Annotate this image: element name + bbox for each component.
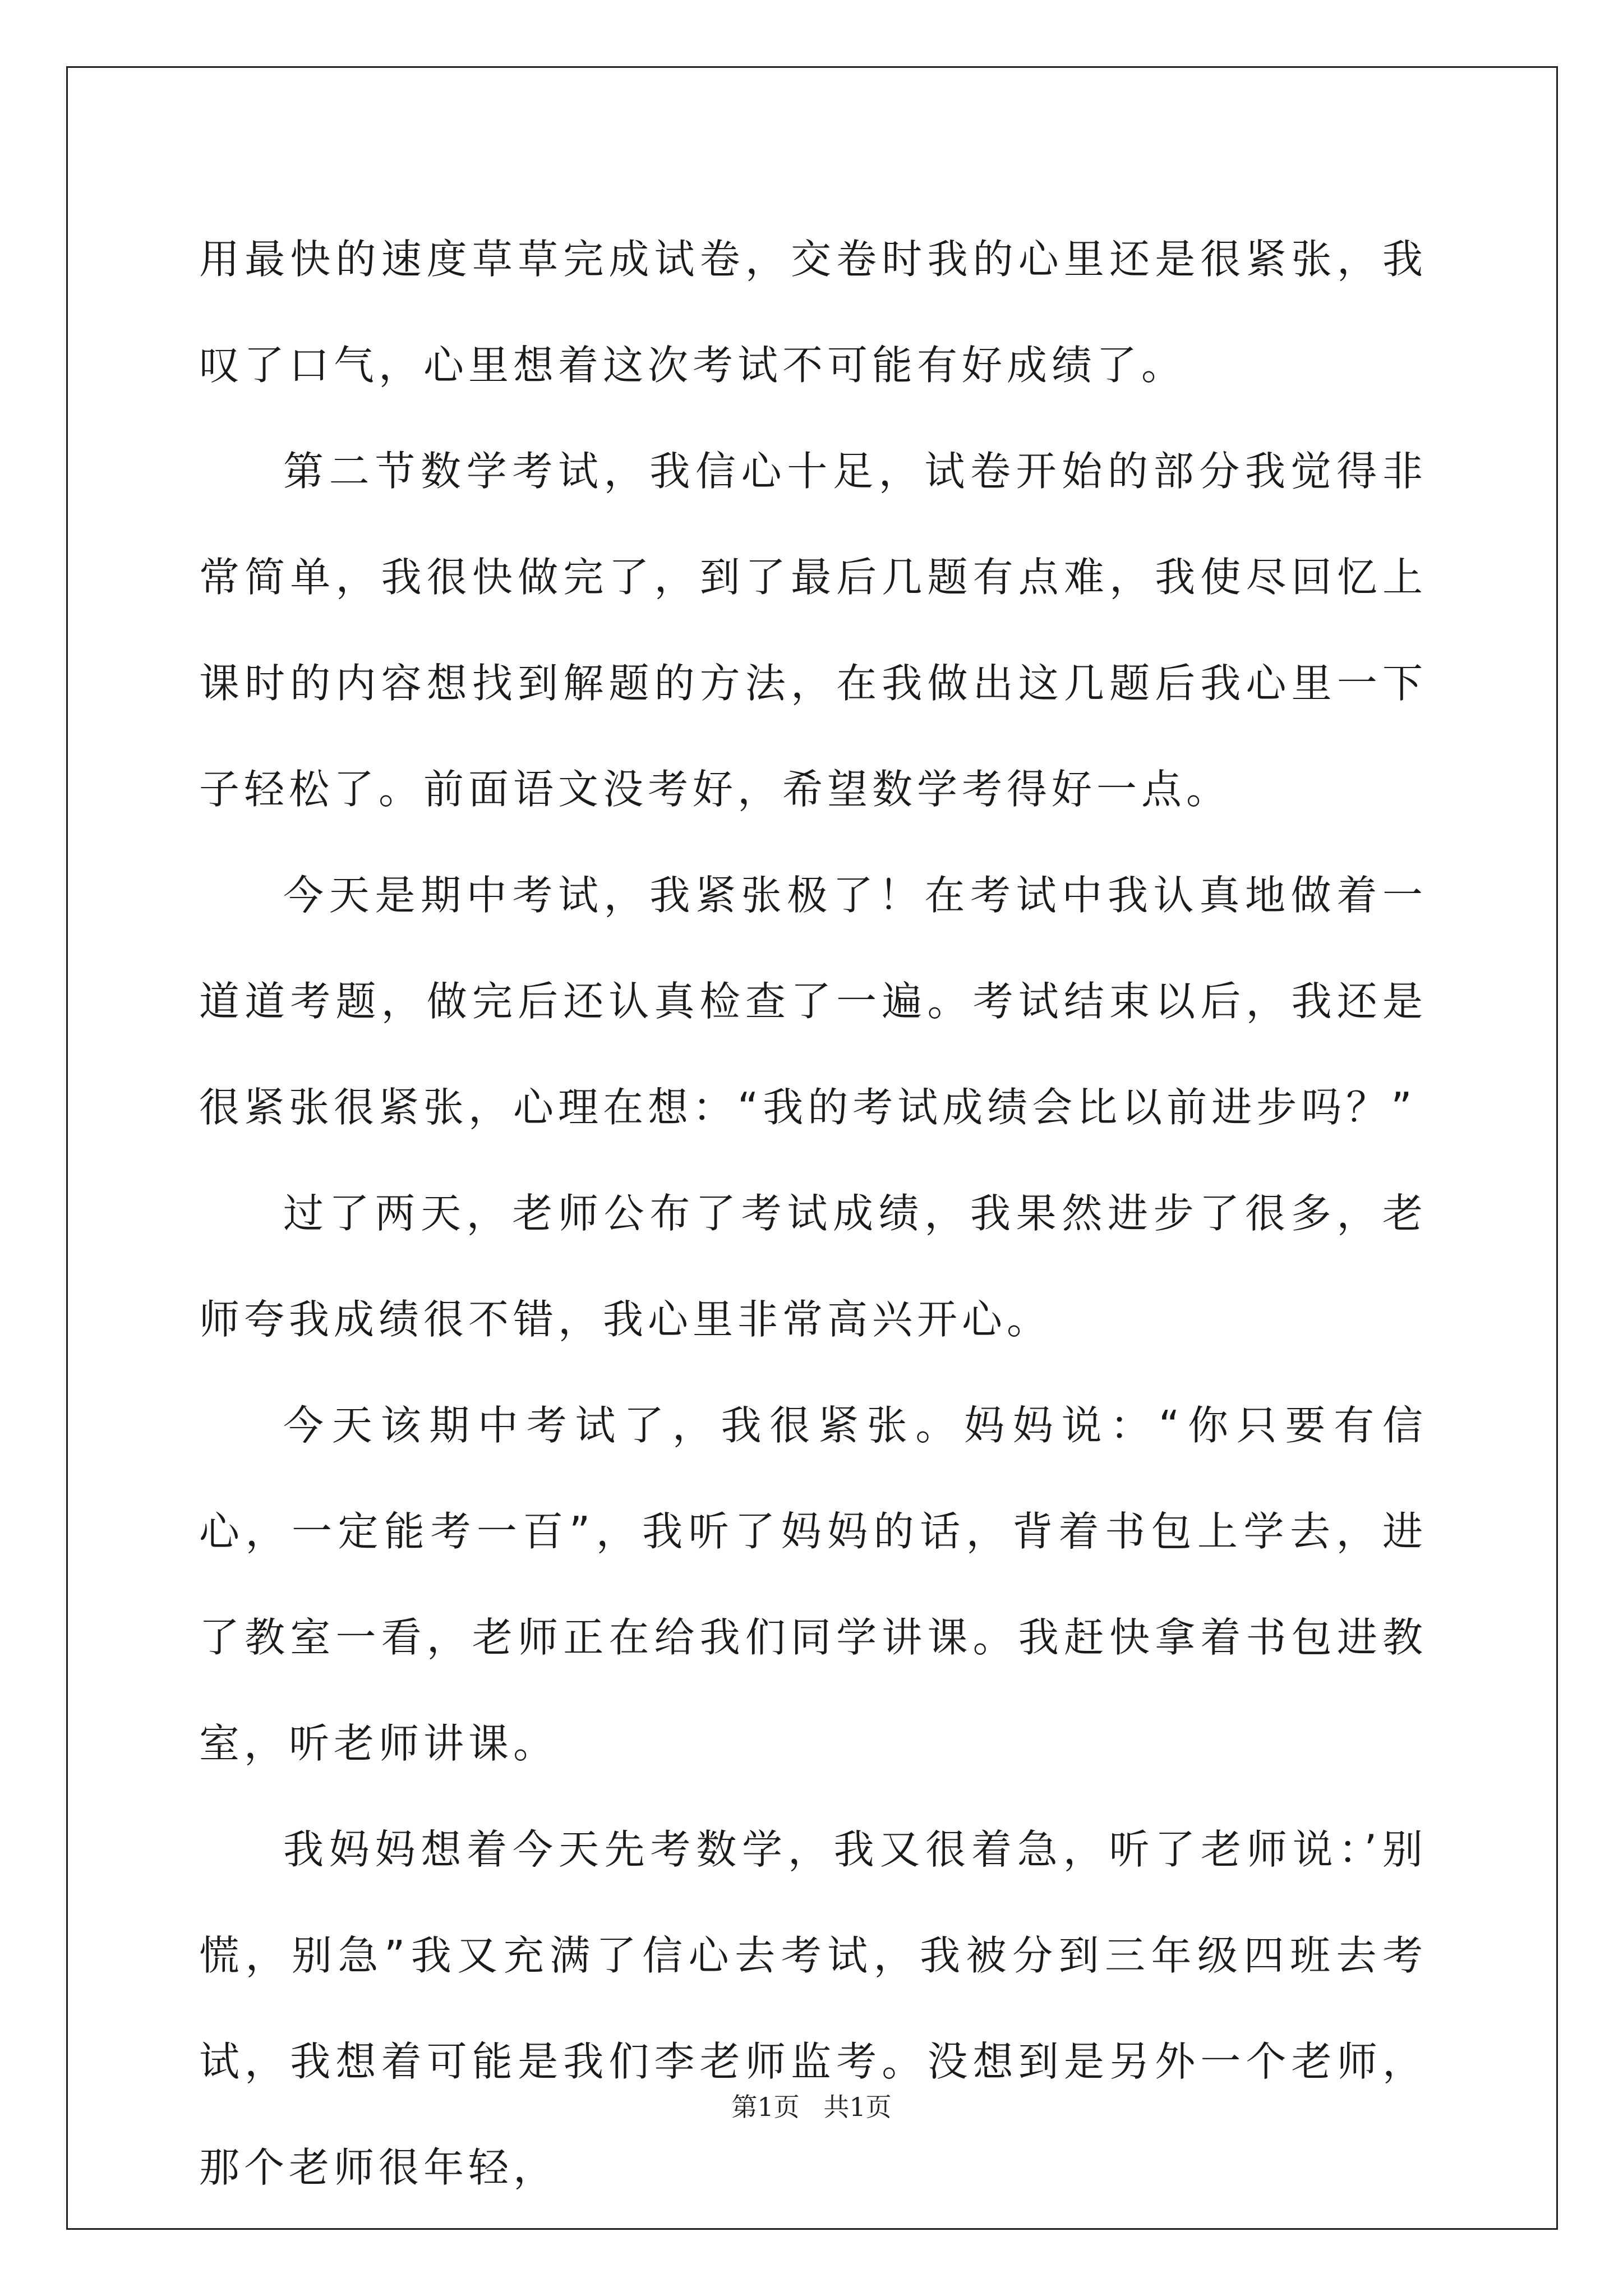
page-number: 第1页 [731,2092,800,2122]
page-footer [0,2087,1623,2124]
page-total: 共1页 [823,2092,892,2122]
paragraph-2: 第二节数学考试，我信心十足，试卷开始的部分我觉得非常简单，我很快做完了，到了最后几题有点难，我使尽回忆上课时的内容想找到解题的方法，在我做出这几题后我心里一下子轻松了。前面语文没考好，希望数学考得好一点。 [199,448,1427,813]
document-body [199,206,1427,2221]
paragraph-1: 用最快的速度草草完成试卷，交卷时我的心里还是很紧张，我叹了口气，心里想着这次考试不可能有好成绩了。 [199,236,1427,389]
paragraph-6: 我妈妈想着今天先考数学，我又很着急，听了老师说：’别慌，别急”我又充满了信心去考试，我被分到三年级四班去考试，我想着可能是我们李老师监考。没想到是另外一个老师，那个老师很年轻， [199,1826,1427,2191]
paragraph-4: 过了两天，老师公布了考试成绩，我果然进步了很多，老师夸我成绩很不错，我心里非常高兴开心。 [199,1190,1427,1343]
paragraph-3: 今天是期中考试，我紧张极了！在考试中我认真地做着一道道考题，做完后还认真检查了一遍。考试结束以后，我还是很紧张很紧张，心理在想：“我的考试成绩会比以前进步吗？” [199,872,1427,1131]
paragraph-5: 今天该期中考试了，我很紧张。妈妈说：“你只要有信心，一定能考一百”，我听了妈妈的话，背着书包上学去，进了教室一看，老师正在给我们同学讲课。我赶快拿着书包进教室，听老师讲课。 [199,1402,1427,1767]
